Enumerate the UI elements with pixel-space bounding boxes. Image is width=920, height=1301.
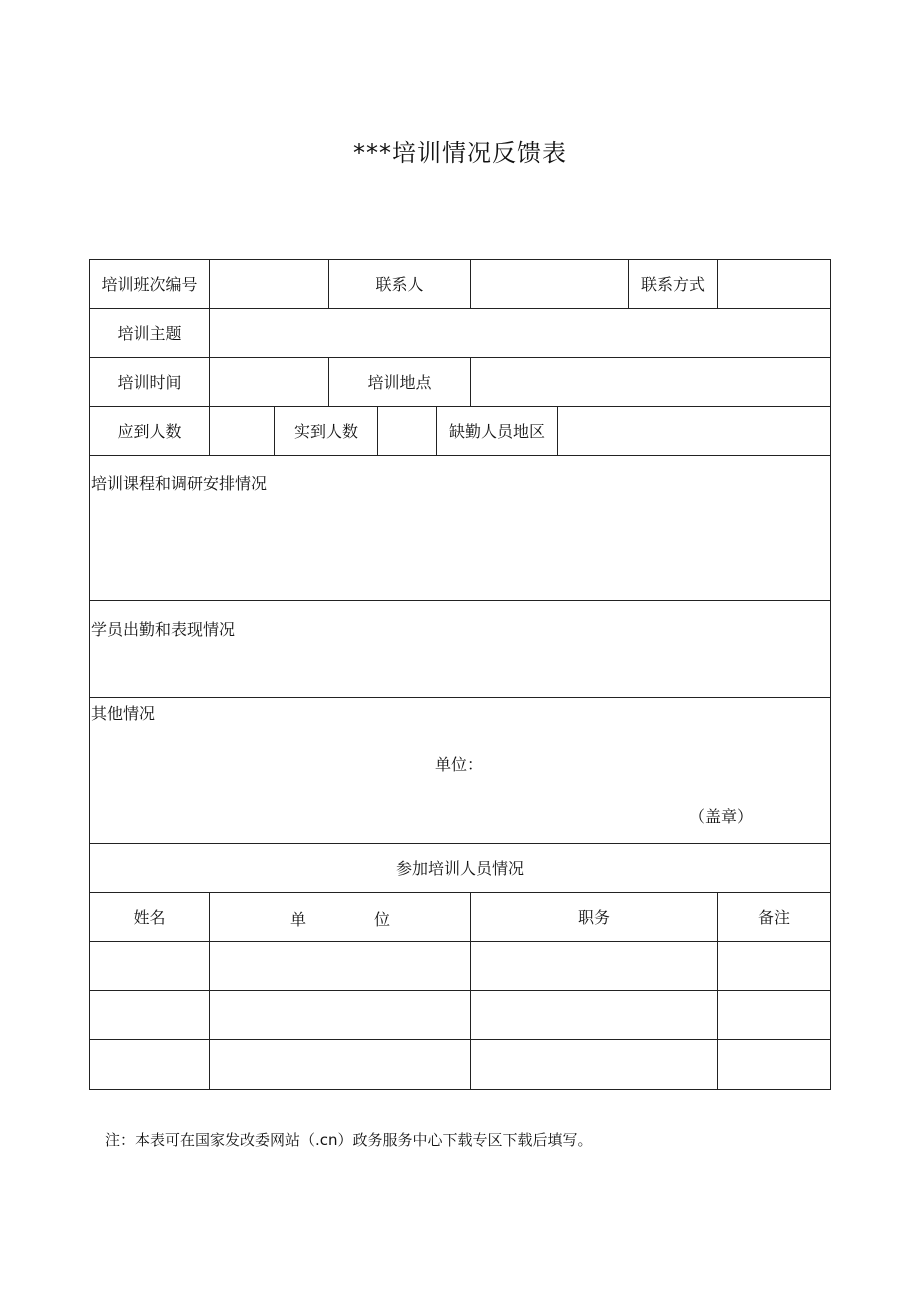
training-topic-label: 培训主题 <box>117 324 182 343</box>
col-header-position: 职务 <box>577 908 610 927</box>
feedback-form-table <box>89 259 831 1090</box>
participant-unit-cell[interactable] <box>210 1040 470 1089</box>
participant-name-cell[interactable] <box>90 991 209 1039</box>
contact-method-field[interactable] <box>718 259 830 308</box>
expected-attendees-field[interactable] <box>210 406 274 455</box>
col-header-name: 姓名 <box>133 908 166 927</box>
border-right <box>830 259 831 1090</box>
contact-person-field[interactable] <box>471 259 628 308</box>
footnote: 注：本表可在国家发改委网站（.cn）政务服务中心下载专区下载后填写。 <box>105 1131 593 1149</box>
attendance-performance-label: 学员出勤和表现情况 <box>91 620 236 639</box>
participant-unit-cell[interactable] <box>210 942 470 990</box>
contact-method-label: 联系方式 <box>640 275 705 294</box>
col-header-unit-part1: 单 <box>290 910 307 929</box>
course-arrangement-field[interactable] <box>90 495 830 599</box>
training-time-label: 培训时间 <box>117 373 182 392</box>
class-number-field[interactable] <box>210 259 328 308</box>
attendance-performance-field[interactable] <box>90 641 830 696</box>
course-arrangement-label: 培训课程和调研安排情况 <box>91 474 268 493</box>
participant-position-cell[interactable] <box>471 942 717 990</box>
row-divider <box>89 697 831 698</box>
border-bottom <box>89 1089 831 1090</box>
class-number-label: 培训班次编号 <box>101 275 198 294</box>
unit-label: 单位： <box>435 755 484 774</box>
row-divider <box>89 600 831 601</box>
absent-region-field[interactable] <box>558 406 830 455</box>
actual-attendees-field[interactable] <box>378 406 436 455</box>
expected-attendees-label: 应到人数 <box>117 422 182 441</box>
training-location-field[interactable] <box>471 357 830 406</box>
training-location-label: 培训地点 <box>367 373 432 392</box>
col-header-remarks: 备注 <box>757 908 790 927</box>
participant-position-cell[interactable] <box>471 1040 717 1089</box>
participant-remarks-cell[interactable] <box>718 942 830 990</box>
participant-remarks-cell[interactable] <box>718 1040 830 1089</box>
participant-remarks-cell[interactable] <box>718 991 830 1039</box>
absent-region-label: 缺勤人员地区 <box>448 422 545 441</box>
participant-position-cell[interactable] <box>471 991 717 1039</box>
participant-unit-cell[interactable] <box>210 991 470 1039</box>
training-topic-field[interactable] <box>210 308 830 357</box>
other-situation-label: 其他情况 <box>91 704 156 723</box>
participant-name-cell[interactable] <box>90 1040 209 1089</box>
participant-name-cell[interactable] <box>90 942 209 990</box>
form-title: ***培训情况反馈表 <box>353 139 567 167</box>
contact-person-label: 联系人 <box>375 275 424 294</box>
seal-label: （盖章） <box>689 807 754 826</box>
col-header-unit-part2: 位 <box>374 910 391 929</box>
training-time-field[interactable] <box>210 357 328 406</box>
actual-attendees-label: 实到人数 <box>293 422 358 441</box>
participants-heading: 参加培训人员情况 <box>395 859 524 878</box>
row-divider <box>89 455 831 456</box>
